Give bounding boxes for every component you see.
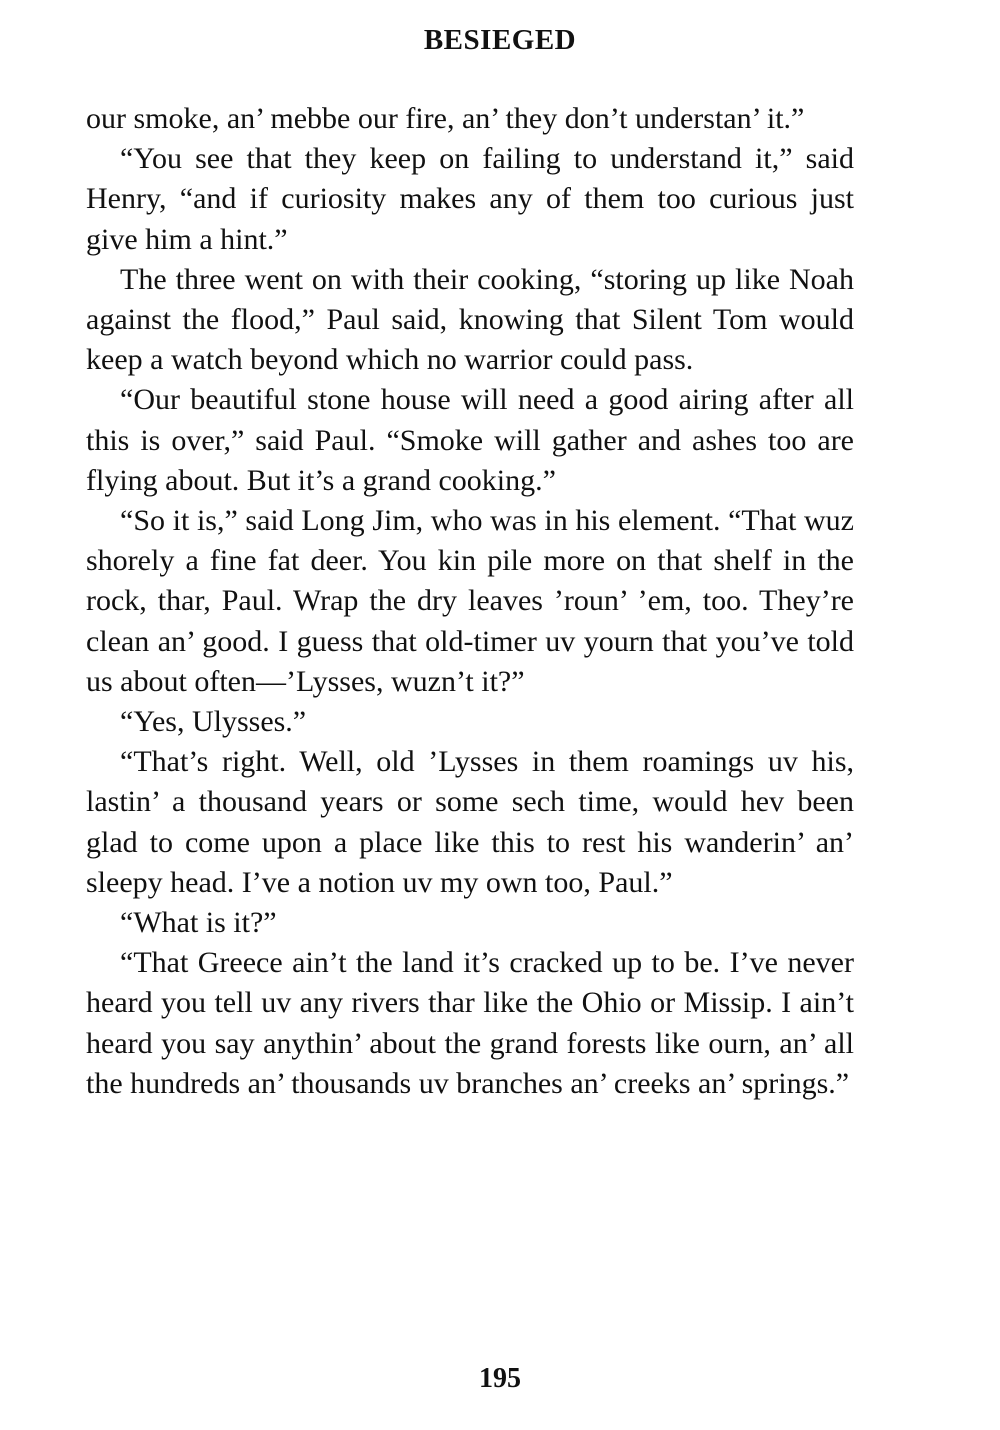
paragraph: “You see that they keep on failing to understand it,” said Henry, “and if curiosity makes any of them too curious just give him a hint.” xyxy=(86,142,854,256)
paragraph: “That Greece ain’t the land it’s cracked up to be. I’ve never heard you tell uv any rivers thar like the Ohio or Missip. I ain’t heard you say anythin’ about the grand forests like ourn, an’ all the hundreds an’ thousands uv branches an’ creeks an’ springs.” xyxy=(86,946,854,1100)
body-text xyxy=(86,99,854,1104)
paragraph: “Our beautiful stone house will need a good airing after all this is over,” said Paul. “Smoke will gather and ashes too are flying about. But it’s a grand cooking.” xyxy=(86,383,854,497)
running-head: BESIEGED xyxy=(423,24,577,56)
paragraph: “That’s right. Well, old ’Lysses in them roamings uv his, lastin’ a thousand years or some sech time, would hev been glad to come upon a place like this to rest his wanderin’ an’ sleepy head. I’ve a notion uv my own too, Paul.” xyxy=(86,745,854,899)
page-number: 195 xyxy=(479,1363,521,1394)
paragraph: “What is it?” xyxy=(120,906,277,940)
paragraph: “So it is,” said Long Jim, who was in his element. “That wuz shorely a fine fat deer. You kin pile more on that shelf in the rock, thar, Paul. Wrap the dry leaves ’roun’ ’em, too. They’re clean an’ good. I guess that old-timer uv yourn that you’ve told us about often—’Lysses, wuzn’t it?” xyxy=(86,504,854,698)
paragraph-continuation: our smoke, an’ mebbe our fire, an’ they don’t understan’ it.” xyxy=(86,102,805,135)
paragraph: The three went on with their cooking, “storing up like Noah against the flood,” Paul said, knowing that Silent Tom would keep a watch beyond which no warrior could pass. xyxy=(86,262,854,377)
paragraph: “Yes, Ulysses.” xyxy=(120,705,307,739)
